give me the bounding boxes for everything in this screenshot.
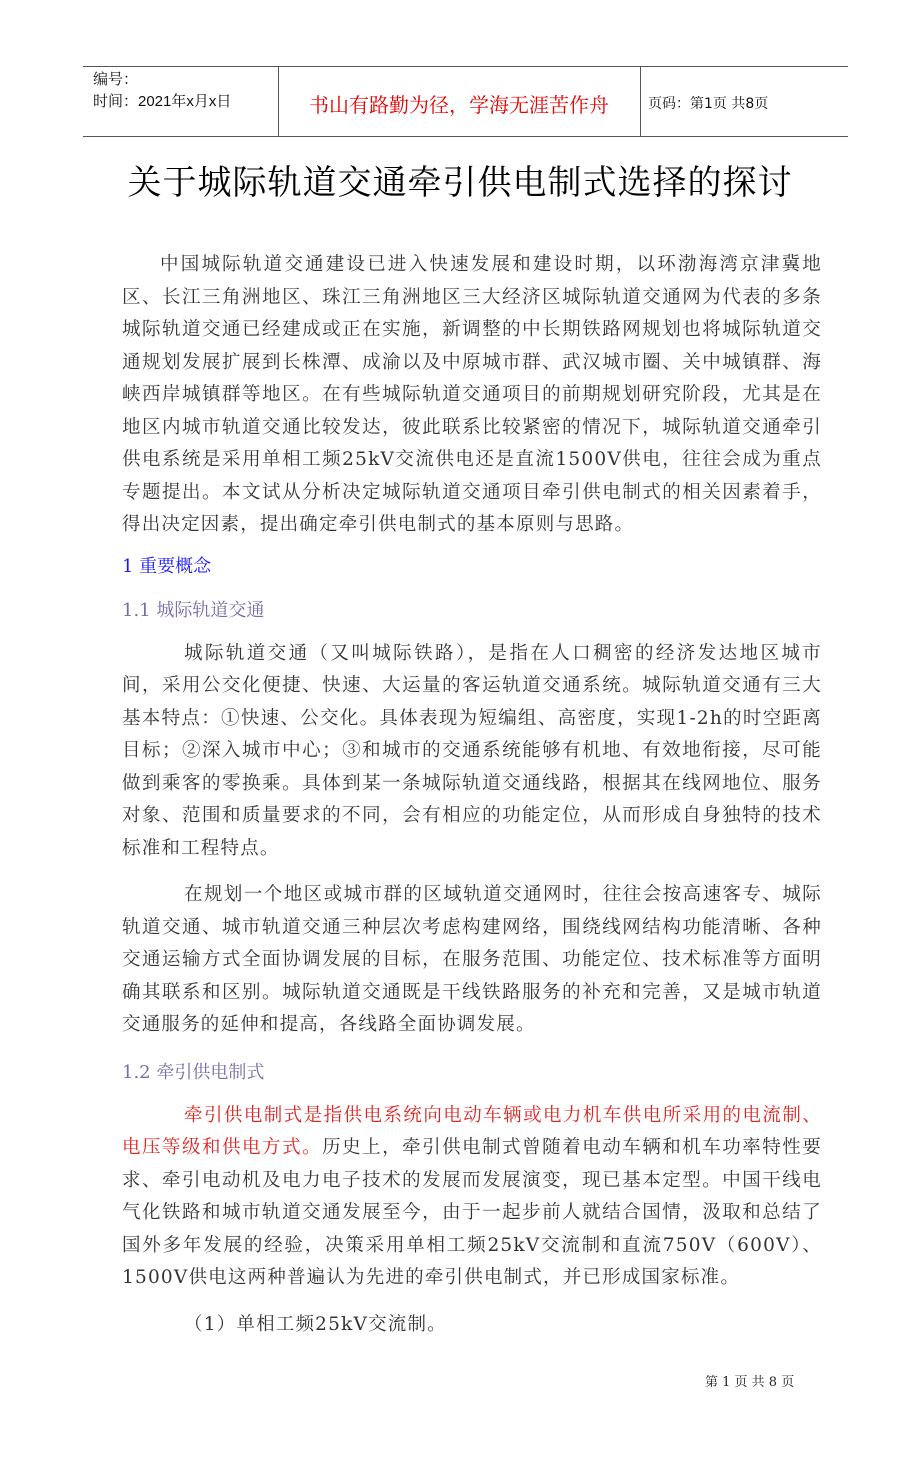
section-heading: 1 重要概念	[122, 555, 212, 577]
subsection-heading: 1.2 牵引供电制式	[122, 1061, 265, 1083]
paragraph-text: 历史上，牵引供电制式曾随着电动车辆和机车功率特性要求、牵引电动机及电力电子技术的发展而发展演变，现已基本定型。中国干线电气化铁路和城市轨道交通发展至今，由于一起步前人就结合国情，汲取和总结了国外多年发展的经验，决策采用单相工频25kV交流制和直流750V（600V）、1500V供电这两种普遍认为先进的牵引供电制式，并已形成国家标准。	[122, 1137, 822, 1288]
body-paragraph	[122, 1100, 822, 1295]
subsection-heading: 1.1 城际轨道交通	[122, 599, 265, 621]
header-page-info: 页码：第1页 共8页	[648, 96, 769, 112]
highlighted-definition: 牵引供电制式是指供电系统向电动车辆或电力机车供电所采用的电流制、电压等级和供电方式。	[122, 1104, 822, 1158]
document-title: 关于城际轨道交通牵引供电制式选择的探讨	[127, 163, 793, 203]
body-paragraph: 城际轨道交通（又叫城际铁路），是指在人口稠密的经济发达地区城市间，采用公交化便捷、快速、大运量的客运轨道交通系统。城际轨道交通有三大基本特点：①快速、公交化。具体表现为短编组、高密度，实现1-2h的时空距离目标；②深入城市中心；③和城市的交通系统能够有机地、有效地衔接，尽可能做到乘客的零换乘。具体到某一条城际轨道交通线路，根据其在线网地位、服务对象、范围和质量要求的不同，会有相应的功能定位，从而形成自身独特的技术标准和工程特点。	[122, 642, 822, 859]
header-motto: 书山有路勤为径，学海无涯苦作舟	[309, 93, 609, 117]
list-item: （1）单相工频25kV交流制。	[184, 1313, 447, 1335]
document-header	[83, 66, 848, 137]
document-number-label: 编号：	[93, 71, 139, 88]
page-footer: 第 1 页 共 8 页	[705, 1375, 795, 1390]
header-divider	[640, 67, 641, 136]
body-paragraph: 在规划一个地区或城市群的区域轨道交通网时，往往会按高速客专、城际轨道交通、城市轨道交通三种层次考虑构建网络，围绕线网结构功能清晰、各种交通运输方式全面协调发展的目标，在服务范围、功能定位、技术标准等方面明确其联系和区别。城际轨道交通既是干线铁路服务的补充和完善，又是城市轨道交通服务的延伸和提高，各线路全面协调发展。	[122, 884, 822, 1035]
document-body	[122, 249, 822, 1341]
intro-paragraph: 中国城际轨道交通建设已进入快速发展和建设时期，以环渤海湾京津冀地区、长江三角洲地区、珠江三角洲地区三大经济区城际轨道交通网为代表的多条城际轨道交通已经建成或正在实施，新调整的中长期铁路网规划也将城际轨道交通规划发展扩展到长株潭、成渝以及中原城市群、武汉城市圈、关中城镇群、海峡西岸城镇群等地区。在有些城际轨道交通项目的前期规划研究阶段，尤其是在地区内城市轨道交通比较发达，彼此联系比较紧密的情况下，城际轨道交通牵引供电系统是采用单相工频25kV交流供电还是直流1500V供电，往往会成为重点专题提出。本文试从分析决定城际轨道交通项目牵引供电制式的相关因素着手，得出决定因素，提出确定牵引供电制式的基本原则与思路。	[122, 254, 822, 535]
document-time: 时间：2021年x月x日	[93, 93, 232, 110]
header-meta	[93, 69, 231, 113]
